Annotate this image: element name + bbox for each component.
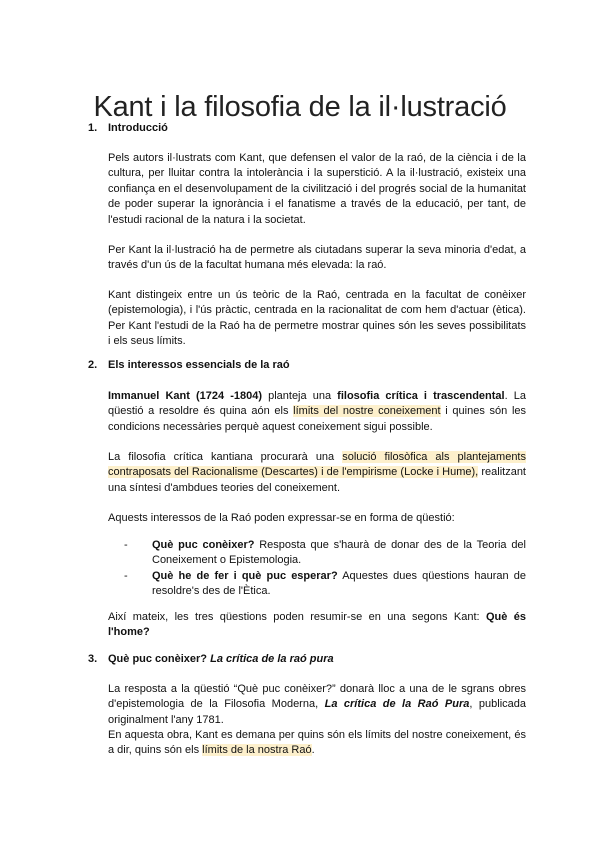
question-list xyxy=(124,538,526,600)
emphasized-text: Immanuel Kant (1724 -1804) xyxy=(108,390,262,402)
text-run: Aquests interessos de la Raó poden expressar-se en forma de qüestió: xyxy=(108,512,455,524)
paragraph xyxy=(108,450,526,496)
text-run: En aquesta obra, Kant es demana per quins són els límits del nostre coneixement, és a dir, quins són els xyxy=(108,729,526,757)
text-run: La filosofia crítica kantiana procurarà una xyxy=(108,451,343,463)
text-run: Els interessos essencials de la raó xyxy=(108,359,290,371)
text-run: Per Kant la il·lustració ha de permetre als ciutadans superar la seva minoria d'edat, a través d'un ús de la facultat humana més elevada: la raó. xyxy=(108,244,526,272)
paragraph xyxy=(108,682,526,728)
emphasized-text: La crítica de la raó pura xyxy=(210,653,334,665)
emphasized-text: Què és l'home? xyxy=(108,611,526,639)
text-run: Resposta que s'haurà de donar des de la Teoria del Coneixement o Epistemologia. xyxy=(152,539,526,567)
highlighted-text: solució filosòfica als plantejaments contraposats del Racionalisme (Descartes) i de l'empirisme (Locke i Hume), xyxy=(108,451,526,479)
section-number: 3. xyxy=(88,653,98,665)
text-run: Introducció xyxy=(108,122,168,134)
text-run: Aquestes dues qüestions hauran de resoldre's des de l'Ètica. xyxy=(152,569,526,598)
text-run: La resposta a la qüestió “Què puc conèixer?” donarà lloc a una de le sgrans obres d'epistemologia de la Filosofia Moderna, xyxy=(108,683,526,711)
highlighted-text: límits del nostre coneixement xyxy=(293,405,441,418)
highlighted-text: límits de la nostra Raó xyxy=(202,744,312,757)
list-item xyxy=(124,538,526,569)
section-heading xyxy=(88,122,168,134)
paragraph xyxy=(108,610,526,641)
text-run: Pels autors il·lustrats com Kant, que defensen el valor de la raó, de la ciència i de la cultura, per lluitar contra la intolerància i la superstició. A la il·lustració, existeix una confiança en el desenvolupament de la civilització i del progrés social de la humanitat de poder superar la ignorància i el fanatisme a través de la educació, per tant, de l'estudi racional de la natura i la societat. xyxy=(108,152,526,226)
emphasized-text: filosofia crítica i trascendental xyxy=(337,390,505,402)
emphasized-text: Què puc conèixer? xyxy=(152,539,255,551)
list-item xyxy=(124,569,526,600)
text-run: . xyxy=(311,744,315,757)
document-title: Kant i la filosofia de la il·lustració xyxy=(93,91,507,124)
bullet-dash: - xyxy=(124,539,128,551)
text-run: Kant distingeix entre un ús teòric de la Raó, centrada en la facultat de conèixer (epistemologia), i l'ús pràctic, centrada en la racionalitat de com hem d'actuar (ètica). Per Kant l'estudi de la Raó ha de permetre mostrar quines són les seves possibilitats i els seus límits. xyxy=(108,289,526,348)
text-run: Així mateix, les tres qüestions poden resumir-se en una segons Kant: xyxy=(108,611,486,623)
text-run: i quines són les condicions necessàries perquè aquest coneixement sigui possible. xyxy=(108,405,527,433)
text-run: planteja una xyxy=(262,390,338,402)
paragraph xyxy=(108,389,526,435)
text-run: realitzant una síntesi d'ambdues teories del coneixement. xyxy=(108,466,526,494)
paragraph xyxy=(108,511,526,526)
paragraph xyxy=(108,243,526,274)
section-heading xyxy=(88,653,334,665)
paragraph xyxy=(108,288,526,350)
text-run: , publicada originalment l'any 1781. xyxy=(108,698,526,726)
emphasized-text: Què he de fer i què puc esperar? xyxy=(152,569,338,582)
text-run: . La qüestió a resoldre és quina aón els xyxy=(108,390,526,418)
text-run: Què puc conèixer? xyxy=(108,653,211,665)
section-heading xyxy=(88,359,290,371)
section-number: 1. xyxy=(88,122,98,134)
bullet-dash: - xyxy=(124,569,128,582)
section-number: 2. xyxy=(88,359,98,371)
emphasized-text: La crítica de la Raó Pura xyxy=(324,698,470,711)
paragraph xyxy=(108,728,526,759)
paragraph xyxy=(108,151,526,228)
